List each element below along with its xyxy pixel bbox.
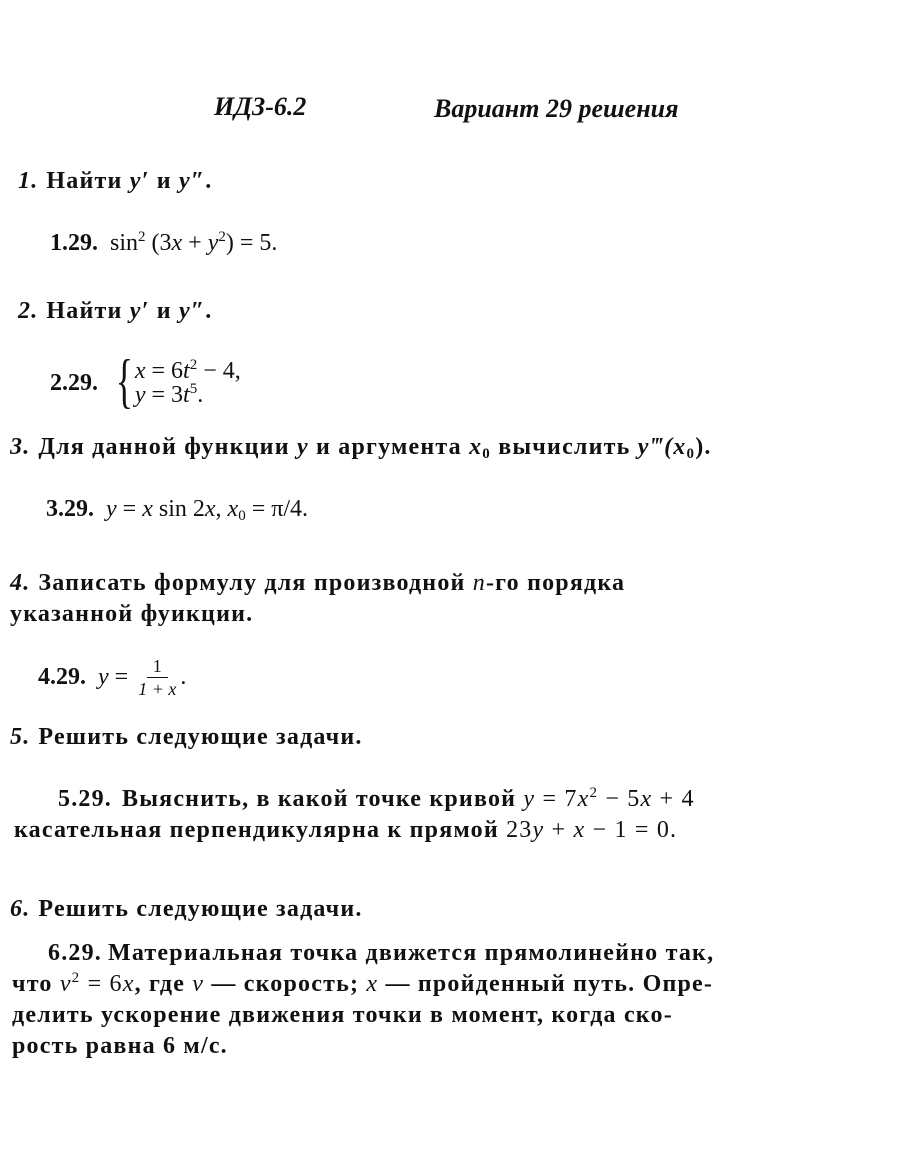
brace-glyph: { (115, 348, 134, 414)
problem-label: 4.29. (38, 664, 86, 690)
task-2-heading: 2. Найти y′ и y″. (18, 298, 213, 324)
task-3-heading: 3. Для данной функции y и аргумента $x_0$ вычислить $y‴(x_0)$. (10, 434, 712, 462)
problem-6-29: 6.29. Материальная точка движется прямолинейно так, что $v^2 = 6x$, где v — скорость; x — пройденный путь. Опре- делить ускорение движения точки в момент, когда ско- рость равна 6 м/с. (12, 940, 715, 1059)
equation-system: { $x = 6t^2 - 4$, $y = 3t^5$. (115, 348, 241, 414)
task-number: 2. (18, 298, 39, 324)
problem-label: 6.29. (48, 940, 102, 966)
problem-5-29: 5.29. Выяснить, в какой точке кривой $y = 7x^2 - 5x + 4$ касательная перпендикулярна к прямой 23y + x − 1 = 0. (14, 785, 695, 843)
task-6-heading: 6. Решить следующие задачи. (10, 896, 363, 922)
task-number: 5. (10, 724, 31, 750)
task-1-heading: 1. Найти y′ и y″. (18, 168, 213, 194)
task-number: 6. (10, 896, 31, 922)
problem-label: 1.29. (50, 230, 98, 256)
variant-title: Вариант 29 решения (434, 94, 679, 123)
problem-label: 2.29. (50, 369, 98, 396)
task-number: 1. (18, 168, 39, 194)
task-5-heading: 5. Решить следующие задачи. (10, 724, 363, 750)
problem-2-29 (50, 348, 241, 414)
doc-code: ИДЗ-6.2 (214, 92, 307, 121)
task-number: 4. (10, 570, 31, 596)
problem-4-29: 4.29. y = $\frac{1}{1 + x}$ . (38, 656, 187, 699)
fraction: $\frac{1}{1 + x}$ (138, 656, 177, 699)
problem-label: 5.29. (58, 786, 112, 812)
problem-1-29: 1.29. $\sin^2 (3x + y^2) = 5$. (50, 229, 278, 256)
task-4-heading: 4. Записать формулу для производной n-го порядка указанной фуикции. (10, 570, 626, 627)
task-number: 3. (10, 434, 31, 460)
problem-label: 3.29. (46, 496, 94, 522)
problem-3-29: 3.29. y = x sin 2x, $x_0 = \pi/4$. (46, 496, 309, 524)
